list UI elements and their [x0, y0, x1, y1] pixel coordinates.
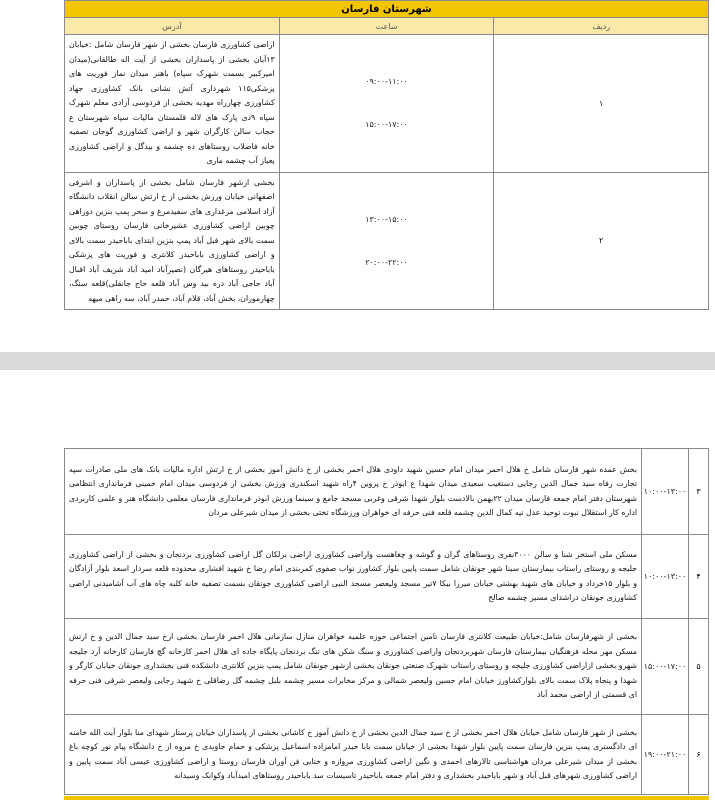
address-cell: اراضی کشاورزی فارسان بخشی از شهر فارسان شامل :خیابان ۱۳آبان بخشی از پاسداران بخشی از آیت اله طالقانی(میدان امیرکبیر بسمت شهرک سپاه) باهنر میدان نماز فوریت های پزشکی۱۱۵ شهرداری آتش نشانی بانک کشاورزی جهاد کشاورزی چهارراه مهدیه بخشی از فردوسی آزادی معلم شهرک سپاه ۹دی پارک های لاله قلمستان مالیات سپاه شهرستان ع حجاب سالن کارگران شهر و اراضی کشاورزی گوجان تصفیه خانه فاضلاب روستاهای ده چشمه و بیدگل و اراضی کشاورزی پعیاز آب چشمه ماری	[65, 35, 280, 173]
table-header-row	[65, 18, 709, 35]
page-separator	[0, 352, 715, 370]
time-cell	[642, 715, 689, 795]
time-slot: ۱۹:۰۰-۲۱:۰۰	[643, 750, 687, 759]
time-slot: ۱۳:۰۰-۱۵:۰۰	[365, 214, 408, 224]
row-number: ۳	[689, 449, 709, 535]
time-cell	[642, 619, 689, 715]
table-row	[65, 172, 709, 310]
table-footer-bar	[64, 796, 709, 800]
header-address: آدرس	[65, 18, 280, 35]
table-row	[65, 35, 709, 173]
schedule-table-2	[64, 448, 709, 795]
table-title-row	[65, 1, 709, 18]
time-slot: ۱۵:۰۰-۱۷:۰۰	[365, 120, 408, 130]
table-row	[65, 449, 709, 535]
address-cell: بخشی ازشهر فارسان شامل بخشی از پاسداران و اشرفی اصفهانی خیابان ورزش بخشی از خ ارتش سالن انقلاب دانشگاه آزاد اسلامی مرغداری های سفیدمرغ و سحر پمپ بنزین دوراهی چوبین اراضی کشاورزی عشیرخانی فارسان روستای چوبین سمت بالای شهر قبل آباد پمپ بنزین ابتدای باباحیدر سمت بالای و اراضی کشاورزی باباحیدر کلانتری و فوریت های پزشکی باباحیدر روستاهای هیرگان (نصیرآباد امید آباد شریف آباد اقبال آباد حاجی آباد دره بید وس آباد قلعه حاج جانقلی)قلعه سنگ، چهارموران، بخش آباد، قلام آباد، حمدر آباد، سه راهی میهه	[65, 172, 280, 310]
time-cell	[642, 535, 689, 619]
document-page-1	[0, 0, 715, 352]
row-number: ۶	[689, 715, 709, 795]
table-row	[65, 619, 709, 715]
address-cell: بخشی از شهرفارسان شامل:خیابان طبیعت کلانتری فارسان تامین اجتماعی حوزه علمیه خواهران منازل سازمانی هلال احمر فارسان بخشی ازخ سید جمال الدین و خ ارتش مسکن مهر محله فرهنگیان بیمارستان فارسان شهربردنجان واراضی کشاورزی و سنگ شکن های تنگ بردنجان پایگاه جاده ای هلال احمر کارخانه گچ فارسان کارخانه آرد جلیجه شهرو بخشی ازاراضی کشاورزی جلیجه و روستای راستاب شهرک صنعتی جونقان بخشی ازشهر جونقان شامل پمپ بنزین کلانتری دانشکده فنی بخشداری جونقان خیابان کارگر و شهدا و پنجاه پلاک سمت بالای بلوارکشاورز خیابان امام حسین ولیعصر شمالی و مرکز مخابرات مسیر چشمه بلبل چشمه گل رضاقلی خ شهید رجایی ولیعصر شرقی فنی حرفه ای قسمتی از اراضی محمد آباد	[65, 619, 642, 715]
address-cell: مسکن ملی استخر شنا و سالن ۳۰۰۰نفری روستاهای گران و گوشه و چغاهست واراضی کشاورزی اراضی برلکان گل اراضی کشاورزی بردنجان و بخشی از اراضی کشاورزی جلیجه و روستای راستاب بیمارستان سینا شهر جونقان شامل سمت پایین بلوار کشاورز نواب صفوی کمربندی امام رضا خ شهید افشاری محدوده قلعه سردار اسعد بلوار آزادگان و بلوار ۱۵خرداد و خیابان های شهید بهشتی خیابان میرزا بیکا ۷تیر مسجد ولیعصر مسجد النبی اراضی کشاورزی جونقان بسمت تصفیه خانه کلبه چاه های آب آشامیدنی اراضی کشاورزی جونقان دراشدای مسیر چشمه صالح	[65, 535, 642, 619]
row-number: ۲	[494, 172, 709, 310]
time-slot: ۲۰:۰۰-۲۲:۰۰	[365, 257, 408, 267]
time-cell	[279, 35, 494, 173]
row-number: ۱	[494, 35, 709, 173]
time-slot: ۱۰:۰۰-۱۳:۰۰	[643, 487, 687, 496]
header-time: ساعت	[279, 18, 494, 35]
table-row	[65, 535, 709, 619]
header-row-number: ردیف	[494, 18, 709, 35]
time-slot: ۱۵:۰۰-۱۷:۰۰	[643, 662, 687, 671]
time-slot: ۰۹:۰۰-۱۱:۰۰	[365, 77, 408, 87]
time-cell	[642, 449, 689, 535]
table-row	[65, 715, 709, 795]
address-cell: بخش عمده شهر فارسان شامل خ هلال احمر میدان امام حسین شهید داودی هلال احمر بخشی از خ دانش آموز بخشی از خ ارتش اداره مالیات بانک های ملی صادرات سپه تجارت رفاه سید جمال الدین رجایی دستغیب سعیدی میدان شهدا ع ابوذر خ پروین ۴راه شهید اسکندری ورزش بخشی از فردوسی میدان امام خمینی فرمانداری انتظامی شهرستان دفتر امام جمعه فارسان میدان ۲۲بهمن بالادست بلوار شهدا شرقی وغربی مسجد جامع و سینما ورزش ابوذر فرمانداری فارسان معلمی دانشگاه هنر و علمی کاربردی اداره کار استقلال نبوت توحید عدل نیه کمال الدین چشمه قلعه فنی حرفه ای خواهران ورزشگاه تختی بخشی از میدان شیرعلی مردان	[65, 449, 642, 535]
time-slot: ۱۰:۰۰-۱۳:۰۰	[643, 572, 687, 581]
row-number: ۵	[689, 619, 709, 715]
county-title: شهرستان فارسان	[65, 1, 709, 18]
address-cell: بخشی از شهر فارسان شامل خیابان هلال احمر بخشی از خ سید جمال الدین بخشی از خ دانش آموز خ کاشانی بخشی از پاسداران خیابان پرستار شهدای منا بلوار آیت الله خامنه ای دادگستری پمپ بنزین فارسان سمت پایین بلوار شهدا بخشی از خیابان سمت بابا حیدر امامزاده اسماعیل پزشکی و حمام جاویدی خ مروه از خ دانشگاه پیام نور کوچه باغ بخشی از میدان شیرعلی مردان هواشناسی تالارهای احمدی و نگین اراضی کشاورزی مروازه و خنایی فن آوران فارسان روستا و اراضی کشاورزی عیسی آباد سمت پایین و اراضی کشاورزی شهرهای قبل آباد و شهر باباحیدر بخشداری و دفتر امام جمعه باباحیدر تاسیسات سد باباحیدر روستاهای امیدآباد وکوانک وسیدانه	[65, 715, 642, 795]
schedule-table-1	[64, 0, 709, 310]
row-number: ۴	[689, 535, 709, 619]
time-cell	[279, 172, 494, 310]
